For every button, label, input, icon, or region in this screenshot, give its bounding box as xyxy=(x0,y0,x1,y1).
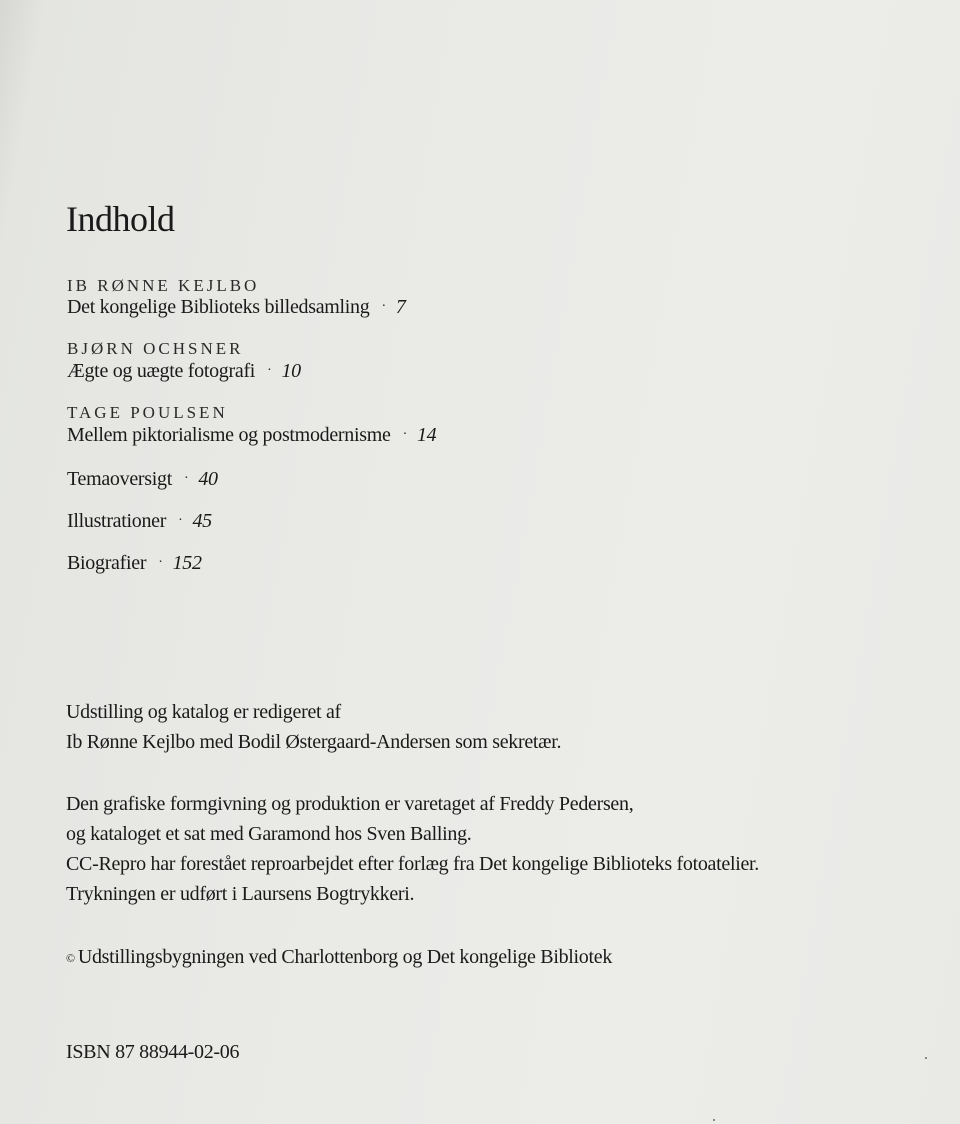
editor-line-1: Udstilling og katalog er redigeret af xyxy=(66,701,341,723)
page-title: Indhold xyxy=(66,199,175,239)
toc-page-number: 7 xyxy=(395,296,406,318)
production-line-3: CC-Repro har forestået reproarbejdet efter forlæg fra Det kongelige Biblioteks fotoatelier. xyxy=(66,853,759,875)
toc-entry-5 xyxy=(67,511,212,531)
copyright-line xyxy=(66,947,612,967)
production-line-2: og kataloget et sat med Garamond hos Sven Balling. xyxy=(66,823,472,845)
toc-page-number: 10 xyxy=(281,360,301,382)
paper-speck xyxy=(925,1057,927,1059)
toc-page-number: 40 xyxy=(198,468,218,490)
toc-separator: · xyxy=(158,555,163,570)
copyright-text: Udstillingsbygningen ved Charlottenborg og Det kongelige Bibliotek xyxy=(77,946,613,968)
production-line-1: Den grafiske formgivning og produktion er varetaget af Freddy Pedersen, xyxy=(66,793,634,815)
editor-line-2: Ib Rønne Kejlbo med Bodil Østergaard-Andersen som sekretær. xyxy=(66,731,562,753)
toc-entry-title: Ægte og uægte fotografi xyxy=(67,360,256,382)
toc-author-1: IB RØNNE KEJLBO xyxy=(67,276,260,295)
toc-page-number: 45 xyxy=(192,510,212,532)
toc-entry-3 xyxy=(67,425,436,445)
toc-entry-6 xyxy=(67,553,202,573)
toc-page-number: 14 xyxy=(416,424,437,446)
toc-page-number: 152 xyxy=(172,552,202,574)
toc-entry-title: Det kongelige Biblioteks billedsamling xyxy=(67,296,370,318)
toc-entry-title: Mellem piktorialisme og postmodernisme xyxy=(67,424,391,446)
toc-separator: · xyxy=(178,513,183,528)
toc-separator: · xyxy=(381,299,386,314)
production-line-4: Trykningen er udført i Laursens Bogtrykkeri. xyxy=(66,883,415,905)
toc-entry-1 xyxy=(67,297,406,317)
isbn: ISBN 87 88944-02-06 xyxy=(66,1041,240,1063)
toc-author-2: BJØRN OCHSNER xyxy=(67,339,244,358)
toc-entry-4 xyxy=(67,469,218,489)
toc-separator: · xyxy=(402,427,407,442)
toc-entry-title: Biografier xyxy=(67,552,147,574)
toc-separator: · xyxy=(183,471,189,486)
toc-entry-title: Temaoversigt xyxy=(67,468,172,490)
paper-speck xyxy=(713,1119,715,1121)
toc-entry-2 xyxy=(67,361,301,381)
toc-separator: · xyxy=(267,363,272,378)
copyright-icon: © xyxy=(66,951,75,965)
toc-entry-title: Illustrationer xyxy=(67,510,167,532)
toc-author-3: TAGE POULSEN xyxy=(67,403,228,422)
